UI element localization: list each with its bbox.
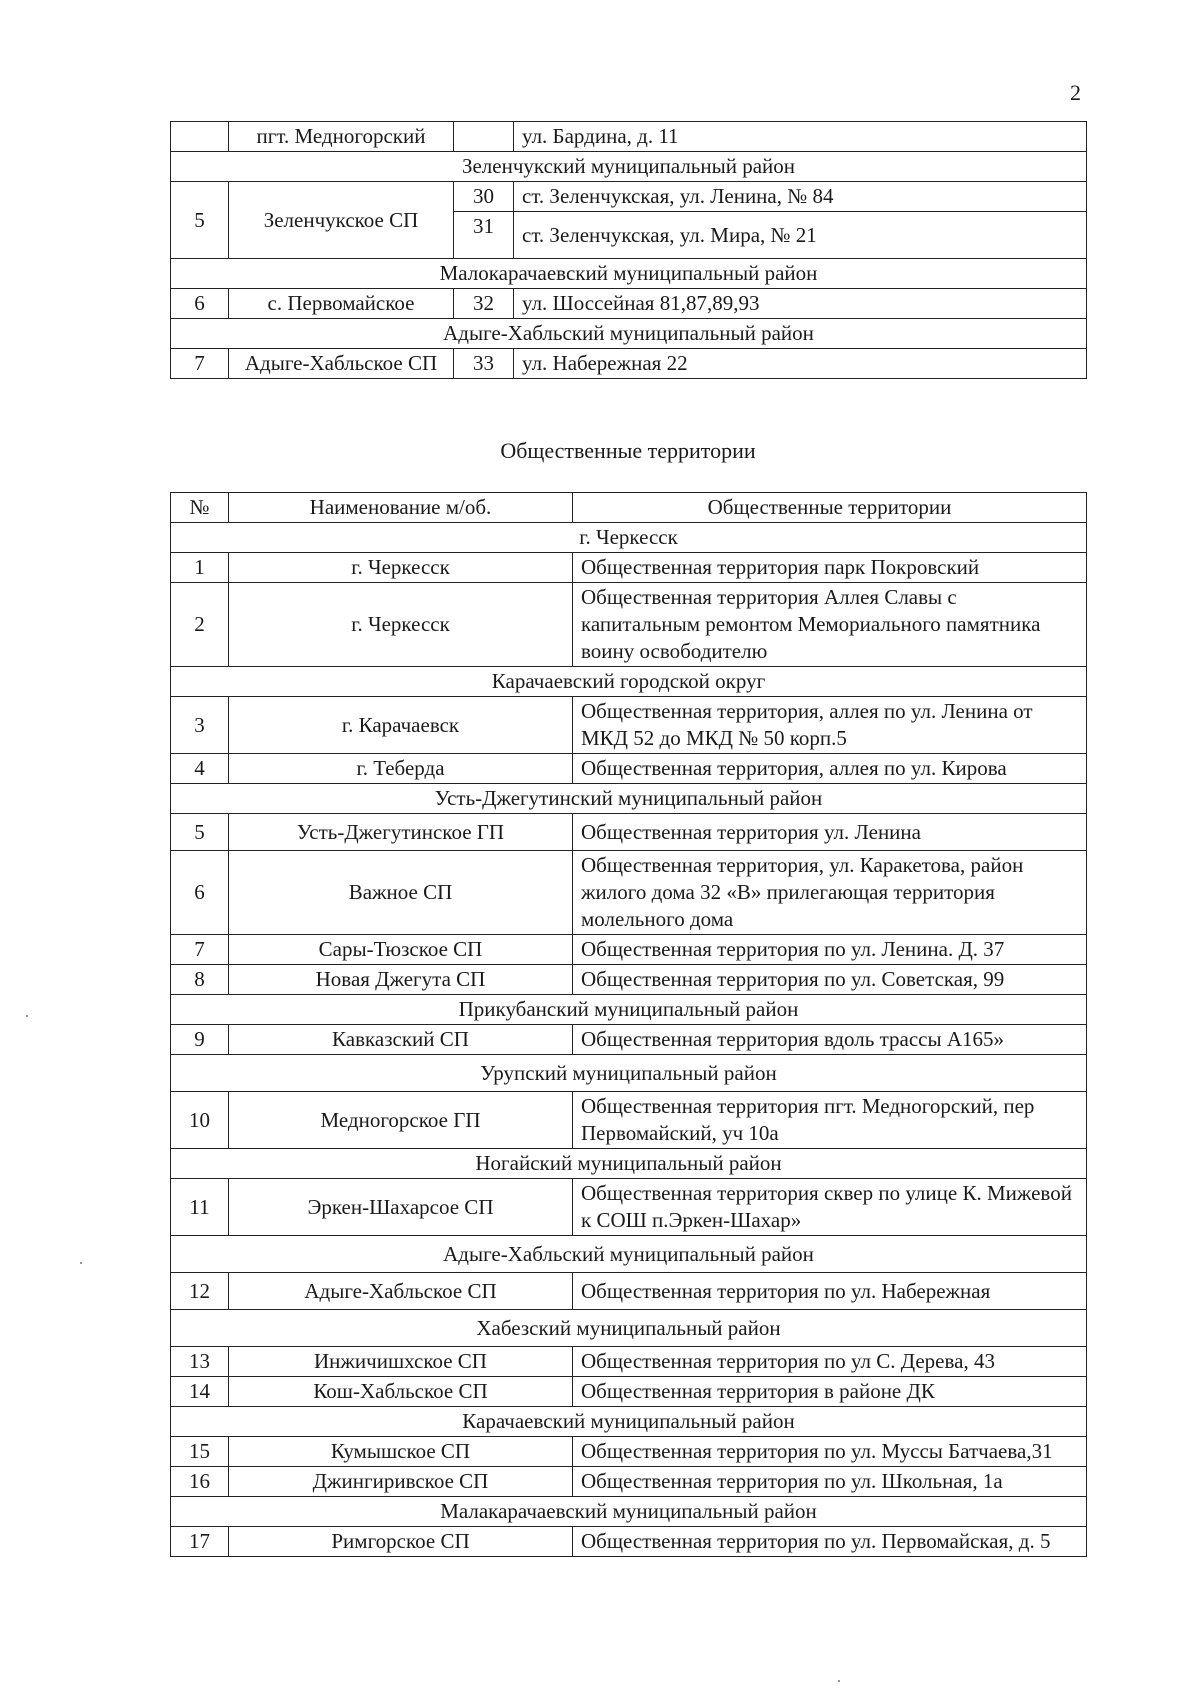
territory-description: Общественная территория, ул. Каракетова, район жилого дома 32 «В» прилегающая территория молельного дома (573, 851, 1087, 935)
territory-description: Общественная территория, аллея по ул. Кирова (573, 754, 1087, 784)
scan-speck (838, 1680, 840, 1682)
row-number: 15 (171, 1437, 229, 1467)
table-row (171, 182, 1087, 212)
territory-description: Общественная территория, аллея по ул. Ленина от МКД 52 до МКД № 50 корп.5 (573, 697, 1087, 754)
table-row (171, 1273, 1087, 1310)
table-row (171, 553, 1087, 583)
row-number: 7 (171, 935, 229, 965)
row-number: 6 (171, 851, 229, 935)
table-row (171, 349, 1087, 379)
row-number: 1 (171, 553, 229, 583)
territory-description: Общественная территория вдоль трассы А165» (573, 1025, 1087, 1055)
row-number: 10 (171, 1092, 229, 1149)
district-header-row (171, 784, 1087, 814)
district-header-row (171, 1310, 1087, 1347)
table-row (171, 1347, 1087, 1377)
district-name: Карачаевский городской округ (171, 667, 1087, 697)
table-row (171, 851, 1087, 935)
table-row (171, 1092, 1087, 1149)
territory-description: Общественная территория ул. Ленина (573, 814, 1087, 851)
territory-description: Общественная территория сквер по улице К. Мижевой к СОШ п.Эркен-Шахар» (573, 1179, 1087, 1236)
section-title: Общественные территории (500, 438, 756, 463)
row-number: 13 (171, 1347, 229, 1377)
address: ул. Шоссейная 81,87,89,93 (514, 289, 1087, 319)
table-row (171, 1377, 1087, 1407)
settlement-name: г. Теберда (229, 754, 573, 784)
district-name: Адыге-Хабльский муниципальный район (171, 1236, 1087, 1273)
header-territory: Общественные территории (573, 493, 1087, 523)
district-header-row (171, 259, 1087, 289)
territory-description: Общественная территория в районе ДК (573, 1377, 1087, 1407)
settlement-name: Джингиривское СП (229, 1467, 573, 1497)
district-header-row (171, 1236, 1087, 1273)
settlement-name: г. Черкесск (229, 553, 573, 583)
settlement-name: пгт. Медногорский (229, 122, 454, 152)
district-name: Малакарачаевский муниципальный район (171, 1497, 1087, 1527)
header-num: № (171, 493, 229, 523)
settlement-name: Кавказский СП (229, 1025, 573, 1055)
settlement-name: Адыге-Хабльское СП (229, 1273, 573, 1310)
row-number: 3 (171, 697, 229, 754)
row-number: 2 (171, 583, 229, 667)
settlement-name: Усть-Джегутинское ГП (229, 814, 573, 851)
district-header-row (171, 1407, 1087, 1437)
index-number (454, 122, 514, 152)
district-name: Малокарачаевский муниципальный район (171, 259, 1087, 289)
index-number: 32 (454, 289, 514, 319)
district-header-row (171, 523, 1087, 553)
row-number: 5 (171, 814, 229, 851)
row-number: 4 (171, 754, 229, 784)
territory-description: Общественная территория Аллея Славы с капитальным ремонтом Мемориального памятника воину освободителю (573, 583, 1087, 667)
scan-speck (80, 1262, 82, 1264)
settlement-name: Кумышское СП (229, 1437, 573, 1467)
territory-description: Общественная территория по ул. Набережная (573, 1273, 1087, 1310)
territory-description: Общественная территория по ул. Ленина. Д. 37 (573, 935, 1087, 965)
settlement-name: Адыге-Хабльское СП (229, 349, 454, 379)
index-number: 31 (454, 212, 514, 259)
address: ст. Зеленчукская, ул. Ленина, № 84 (514, 182, 1087, 212)
district-header-row (171, 319, 1087, 349)
settlement-name: Новая Джегута СП (229, 965, 573, 995)
settlement-name: г. Карачаевск (229, 697, 573, 754)
row-number: 12 (171, 1273, 229, 1310)
row-number: 11 (171, 1179, 229, 1236)
territory-description: Общественная территория по ул. Школьная, 1а (573, 1467, 1087, 1497)
row-number: 5 (171, 182, 229, 259)
table-header-row (171, 493, 1087, 523)
territory-description: Общественная территория пгт. Медногорский, пер Первомайский, уч 10а (573, 1092, 1087, 1149)
district-name: Усть-Джегутинский муниципальный район (171, 784, 1087, 814)
table-row (171, 1527, 1087, 1557)
table-row (171, 814, 1087, 851)
row-number (171, 122, 229, 152)
settlement-name: Инжичишхское СП (229, 1347, 573, 1377)
district-name: Ногайский муниципальный район (171, 1149, 1087, 1179)
settlement-name: с. Первомайское (229, 289, 454, 319)
table-row (171, 289, 1087, 319)
address: ул. Набережная 22 (514, 349, 1087, 379)
settlement-name: Важное СП (229, 851, 573, 935)
district-header-row (171, 152, 1087, 182)
territory-description: Общественная территория по ул С. Дерева, 43 (573, 1347, 1087, 1377)
settlement-name: Кош-Хабльское СП (229, 1377, 573, 1407)
row-number: 7 (171, 349, 229, 379)
territory-description: Общественная территория по ул. Муссы Батчаева,31 (573, 1437, 1087, 1467)
index-number: 33 (454, 349, 514, 379)
row-number: 14 (171, 1377, 229, 1407)
address: ул. Бардина, д. 11 (514, 122, 1087, 152)
district-name: Хабезский муниципальный район (171, 1310, 1087, 1347)
row-number: 6 (171, 289, 229, 319)
table-row (171, 1025, 1087, 1055)
settlement-name: г. Черкесск (229, 583, 573, 667)
settlement-name: Зеленчукское СП (229, 182, 454, 259)
district-header-row (171, 1497, 1087, 1527)
district-name: г. Черкесск (171, 523, 1087, 553)
district-header-row (171, 1149, 1087, 1179)
settlement-name: Эркен-Шахарсое СП (229, 1179, 573, 1236)
row-number: 16 (171, 1467, 229, 1497)
row-number: 9 (171, 1025, 229, 1055)
territory-description: Общественная территория по ул. Первомайская, д. 5 (573, 1527, 1087, 1557)
district-name: Карачаевский муниципальный район (171, 1407, 1087, 1437)
district-name: Адыге-Хабльский муниципальный район (171, 319, 1087, 349)
settlement-name: Римгорское СП (229, 1527, 573, 1557)
page-number: 2 (1070, 80, 1081, 105)
settlement-name: Сары-Тюзское СП (229, 935, 573, 965)
table-row (171, 697, 1087, 754)
row-number: 8 (171, 965, 229, 995)
scan-speck (26, 1015, 28, 1017)
table-row (171, 122, 1087, 152)
table-row (171, 1437, 1087, 1467)
addresses-table (170, 121, 1087, 379)
public-territories-table (170, 492, 1087, 1557)
district-header-row (171, 667, 1087, 697)
district-name: Урупский муниципальный район (171, 1055, 1087, 1092)
table-row (171, 1179, 1087, 1236)
table-row (171, 965, 1087, 995)
district-header-row (171, 995, 1087, 1025)
table-row (171, 583, 1087, 667)
table-row (171, 935, 1087, 965)
district-header-row (171, 1055, 1087, 1092)
row-number: 17 (171, 1527, 229, 1557)
district-name: Прикубанский муниципальный район (171, 995, 1087, 1025)
table-row (171, 754, 1087, 784)
territory-description: Общественная территория по ул. Советская, 99 (573, 965, 1087, 995)
district-name: Зеленчукский муниципальный район (171, 152, 1087, 182)
address: ст. Зеленчукская, ул. Мира, № 21 (514, 212, 1087, 259)
table-row (171, 1467, 1087, 1497)
territory-description: Общественная территория парк Покровский (573, 553, 1087, 583)
settlement-name: Медногорское ГП (229, 1092, 573, 1149)
header-name: Наименование м/об. (229, 493, 573, 523)
index-number: 30 (454, 182, 514, 212)
